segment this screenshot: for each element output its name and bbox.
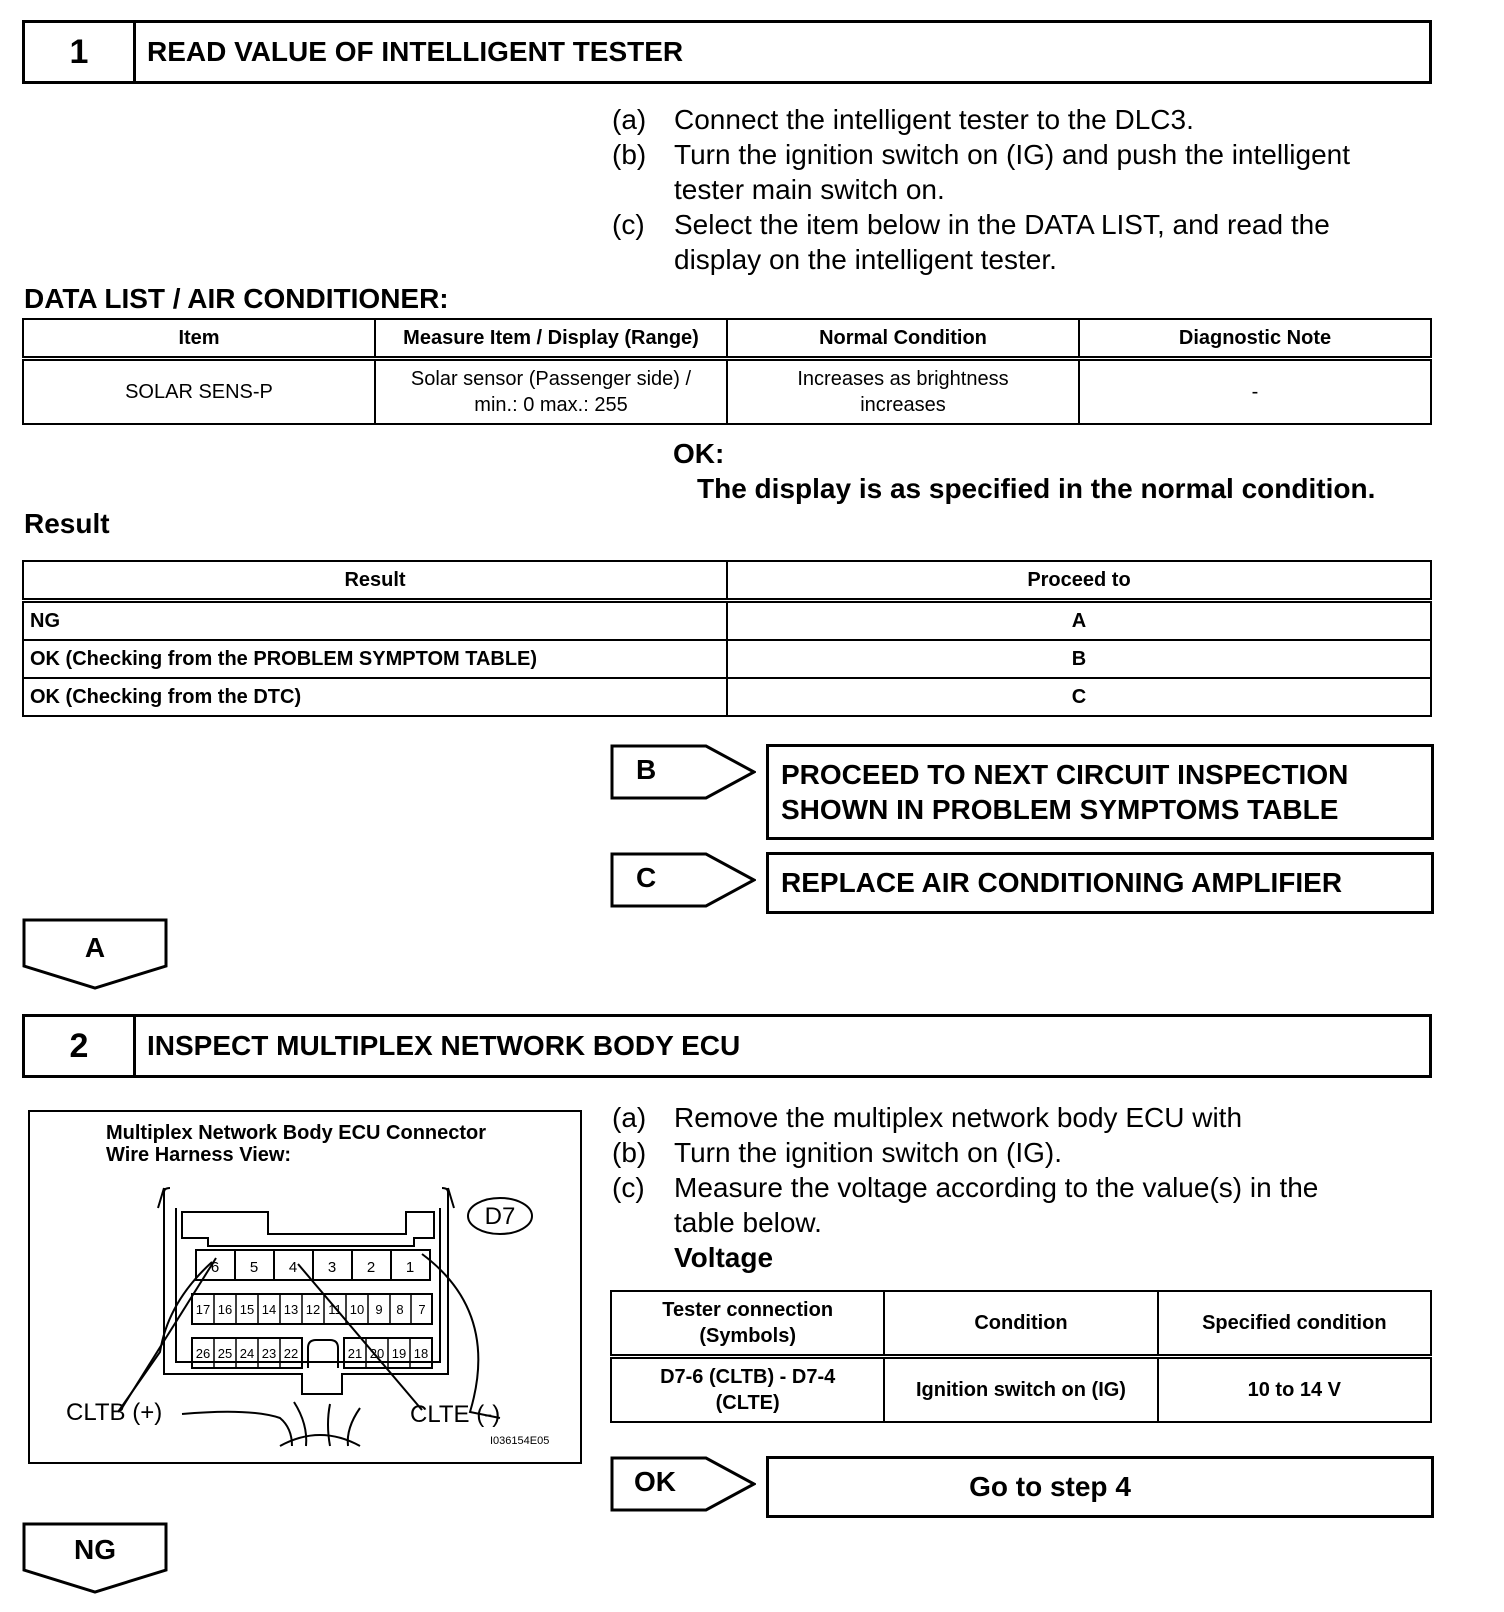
normal-line: Increases as brightness (797, 368, 1009, 390)
housing-corner (164, 1188, 448, 1192)
instruction-text: Select the item below in the DATA LIST, and read the (674, 209, 1330, 240)
arrow-tag-ok (610, 1456, 756, 1512)
harness-bundle (182, 1412, 292, 1446)
instruction-text: table below. (674, 1207, 822, 1238)
datalist-normal (727, 359, 1079, 425)
connector-id: D7 (484, 1203, 516, 1230)
tester-line: (CLTE) (715, 1392, 780, 1414)
voltage-title: Voltage (674, 1242, 774, 1273)
harness-wire (422, 1254, 500, 1418)
step-1-title: READ VALUE OF INTELLIGENT TESTER (147, 36, 684, 67)
instruction-text: tester main switch on. (674, 174, 945, 205)
datalist-header: Normal Condition (727, 319, 1079, 359)
pin-number: 5 (249, 1259, 259, 1276)
table-row (23, 678, 1431, 716)
table-row (23, 601, 1431, 641)
table-row (611, 1357, 1431, 1423)
step-2-number: 2 (25, 1017, 136, 1075)
connector-drawing (30, 1112, 580, 1462)
datalist-table (22, 318, 1432, 425)
voltage-header-condition: Condition (884, 1291, 1157, 1357)
pin-number: 9 (375, 1302, 383, 1317)
pin-number: 21 (347, 1346, 363, 1361)
pin-number: 4 (288, 1259, 298, 1276)
action-c-box (766, 852, 1434, 914)
datalist-item: SOLAR SENS-P (23, 359, 375, 425)
instruction-label: (c) (612, 1172, 645, 1203)
pin-row-2 (192, 1294, 432, 1324)
instruction-text: Turn the ignition switch on (IG). (674, 1137, 1063, 1168)
instruction-label: (a) (612, 1102, 647, 1133)
arrow-tag-c (610, 852, 756, 908)
voltage-condition-cell: Ignition switch on (IG) (884, 1357, 1157, 1423)
instruction-text: Remove the multiplex network body ECU with (674, 1102, 1243, 1133)
proceed-cell: B (727, 640, 1431, 678)
pin-number: 10 (349, 1302, 365, 1317)
pin-row-1 (196, 1250, 430, 1280)
pin-number: 19 (391, 1346, 407, 1361)
result-title: Result (24, 508, 110, 539)
pin-number: 25 (217, 1346, 233, 1361)
pin-number: 17 (195, 1302, 211, 1317)
pin-number: 15 (239, 1302, 255, 1317)
pin-row-3 (192, 1338, 432, 1368)
datalist-header: Item (23, 319, 375, 359)
ok-spec-text: The display is as specified in the normal condition. (697, 473, 1376, 504)
ok-label: OK: (673, 438, 725, 469)
result-cell: OK (Checking from the DTC) (23, 678, 727, 716)
center-key (308, 1340, 338, 1368)
label-cltb: CLTB (+) (66, 1399, 163, 1426)
pin-number: 18 (413, 1346, 429, 1361)
datalist-header: Diagnostic Note (1079, 319, 1431, 359)
normal-line: increases (860, 394, 946, 416)
pin-number: 6 (210, 1259, 220, 1276)
header-line: Tester connection (662, 1299, 834, 1321)
instruction-text: display on the intelligent tester. (674, 244, 1057, 275)
diagram-title-line: Wire Harness View: (106, 1144, 292, 1166)
action-b-line: SHOWN IN PROBLEM SYMPTOMS TABLE (781, 794, 1339, 825)
label-clte: CLTE (-) (410, 1401, 501, 1428)
tag-b-label: B (636, 754, 657, 785)
result-header: Result (23, 561, 727, 601)
header-line: (Symbols) (699, 1325, 796, 1347)
result-cell: OK (Checking from the PROBLEM SYMPTOM TABLE) (23, 640, 727, 678)
diagram-title-line: Multiplex Network Body ECU Connector (106, 1122, 487, 1144)
instruction-label: (c) (612, 209, 645, 240)
instruction-label: (b) (612, 1137, 647, 1168)
step-2-instructions (612, 1100, 1432, 1280)
instruction-text: Turn the ignition switch on (IG) and push the intelligent (674, 139, 1351, 170)
result-cell: NG (23, 601, 727, 641)
pin-number: 16 (217, 1302, 233, 1317)
down-ng-label: NG (74, 1534, 116, 1565)
ok-action-box (766, 1456, 1434, 1518)
table-row (23, 640, 1431, 678)
pin-number: 2 (366, 1259, 376, 1276)
pin-number: 12 (305, 1302, 321, 1317)
pin-number: 14 (261, 1302, 277, 1317)
action-b-box (766, 744, 1434, 840)
housing-latch (182, 1212, 434, 1246)
pin-number: 23 (261, 1346, 277, 1361)
pin-number: 22 (283, 1346, 299, 1361)
datalist-note: - (1079, 359, 1431, 425)
tag-shape (612, 746, 754, 798)
datalist-header: Measure Item / Display (Range) (375, 319, 727, 359)
instruction-text: Measure the voltage according to the value(s) in the (674, 1172, 1319, 1203)
instruction-text: Connect the intelligent tester to the DLC3. (674, 104, 1194, 135)
pin-number: 7 (418, 1302, 426, 1317)
ok-action-text: Go to step 4 (969, 1471, 1131, 1502)
down-a-label: A (84, 932, 106, 963)
figure-code: I036154E05 (490, 1435, 550, 1447)
datalist-title: DATA LIST / AIR CONDITIONER: (24, 283, 449, 314)
voltage-specified-cell: 10 to 14 V (1158, 1357, 1431, 1423)
instruction-label: (a) (612, 104, 647, 135)
tag-ok-label: OK (634, 1466, 676, 1497)
probe-lead-diagonal (122, 1258, 216, 1408)
harness-bundle (328, 1404, 330, 1446)
pin-number: 24 (239, 1346, 255, 1361)
voltage-header-tester (611, 1291, 884, 1357)
proceed-cell: C (727, 678, 1431, 716)
measure-line: min.: 0 max.: 255 (474, 394, 628, 416)
voltage-table (610, 1290, 1432, 1423)
datalist-measure (375, 359, 727, 425)
pin-number: 8 (396, 1302, 404, 1317)
pin-number: 3 (327, 1259, 337, 1276)
voltage-tester-cell (611, 1357, 884, 1423)
instruction-label: (b) (612, 139, 647, 170)
tag-shape (612, 854, 754, 906)
action-b-line: PROCEED TO NEXT CIRCUIT INSPECTION (781, 759, 1349, 790)
tester-line: D7-6 (CLTB) - D7-4 (660, 1366, 836, 1388)
step-2-title: INSPECT MULTIPLEX NETWORK BODY ECU (147, 1030, 741, 1061)
voltage-header-specified: Specified condition (1158, 1291, 1431, 1357)
pin-number: 1 (405, 1259, 415, 1276)
step-1-number: 1 (25, 23, 136, 81)
result-header: Proceed to (727, 561, 1431, 601)
pin-number: 13 (283, 1302, 299, 1317)
action-c-text: REPLACE AIR CONDITIONING AMPLIFIER (781, 867, 1343, 898)
step-1-header (22, 20, 1432, 84)
step-1-instructions (612, 102, 1432, 282)
measure-line: Solar sensor (Passenger side) / (410, 368, 692, 390)
tag-c-label: C (636, 862, 657, 893)
pin-number: 20 (369, 1346, 385, 1361)
pin-number: 11 (328, 1302, 342, 1317)
arrow-tag-b (610, 744, 756, 800)
table-row (23, 359, 1431, 425)
connector-diagram (28, 1110, 582, 1464)
proceed-cell: A (727, 601, 1431, 641)
step-2-header (22, 1014, 1432, 1078)
pin-number: 26 (195, 1346, 211, 1361)
result-table (22, 560, 1432, 717)
